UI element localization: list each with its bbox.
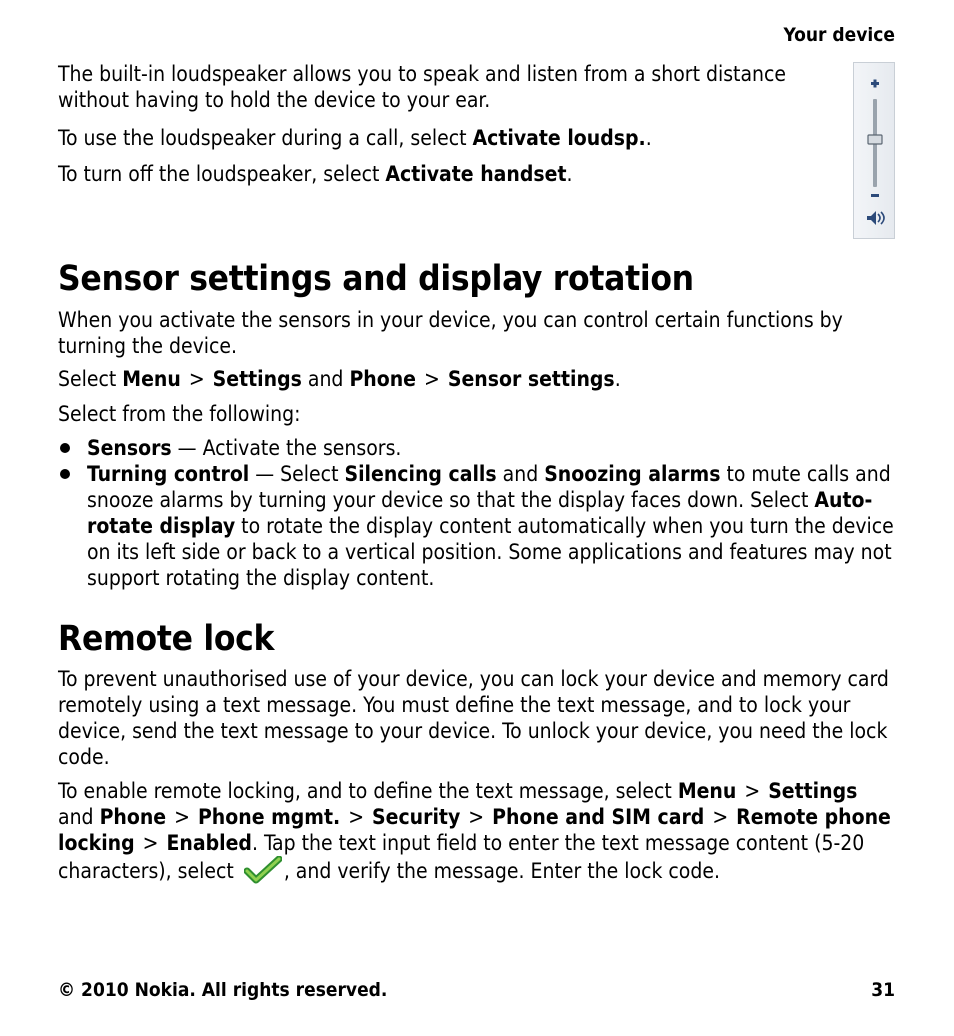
bullet-icon [60, 443, 70, 453]
intro-paragraph-2 [58, 125, 652, 151]
page-number: 31 [871, 979, 895, 1001]
text: — Activate the sensors. [171, 436, 402, 460]
plus-icon [871, 80, 879, 88]
bold-term: Silencing calls [344, 462, 497, 486]
text: to mute calls and snooze alarms by turning your device so that the display faces down. Select [87, 462, 891, 512]
sensor-paragraph-1: When you activate the sensors in your device, you can control certain functions by turning the device. [58, 308, 843, 358]
path-separator: > [744, 779, 761, 803]
text: . Tap the text input field to enter the text message content (5-20 characters), select [58, 831, 865, 883]
bold-term: Phone mgmt. [197, 805, 341, 829]
settings-term: Settings [212, 367, 302, 391]
volume-slider-illustration [853, 62, 895, 239]
path-separator: > [348, 805, 365, 829]
section-heading-sensor: Sensor settings and display rotation [58, 259, 694, 299]
bold-term: Sensors [87, 436, 172, 460]
slider-handle [868, 135, 882, 144]
bold-term: Turning control [87, 462, 250, 486]
text: and [58, 805, 100, 829]
menu-term: Menu [122, 367, 181, 391]
checkmark-icon [244, 856, 282, 884]
running-header: Your device [783, 24, 895, 46]
bold-term: Activate loudsp. [472, 126, 646, 150]
sensor-menu-path [58, 366, 621, 392]
volume-slider-graphic [854, 63, 894, 238]
bold-term: Enabled [166, 831, 252, 855]
bold-term: Settings [768, 779, 858, 803]
intro-paragraph-3 [58, 161, 572, 187]
minus-icon [871, 194, 879, 197]
list-item [58, 461, 898, 591]
text: to rotate the display content automatically when you turn the device on its left side or back to a vertical position. Some applications and features may not support rotating the display content. [87, 514, 894, 590]
sensor-paragraph-3: Select from the following: [58, 402, 301, 426]
path-separator: > [468, 805, 485, 829]
path-separator: > [424, 367, 440, 391]
speaker-icon [867, 211, 884, 225]
remote-paragraph-1: To prevent unauthorised use of your device, you can lock your device and memory card remotely using a text message. You must define the text message, and to lock your device, send the text message to your device. To unlock your device, you need the lock code. [58, 667, 889, 769]
bold-term: Activate handset [385, 162, 567, 186]
intro-paragraph-1: The built-in loudspeaker allows you to speak and listen from a short distance without having to hold the device to your ear. [58, 62, 787, 112]
text: To enable remote locking, and to define the text message, select [58, 779, 678, 803]
copyright-footer: © 2010 Nokia. All rights reserved. [58, 979, 388, 1001]
text: and [496, 462, 545, 486]
bold-term: Remote phone locking [58, 805, 891, 855]
bold-term: Snoozing alarms [544, 462, 721, 486]
text: . [645, 126, 652, 150]
text: To turn off the loudspeaker, select [58, 162, 386, 186]
bold-term: Security [372, 805, 461, 829]
section-heading-remote-lock: Remote lock [58, 619, 275, 659]
list-item [58, 435, 898, 461]
text: and [301, 367, 350, 391]
sensor-options-list [58, 435, 898, 591]
path-separator: > [188, 367, 205, 391]
text: — Select [249, 462, 345, 486]
path-separator: > [174, 805, 190, 829]
path-separator: > [142, 831, 159, 855]
text: To use the loudspeaker during a call, select [58, 126, 473, 150]
bullet-icon [60, 469, 70, 479]
bold-term: Menu [677, 779, 737, 803]
path-separator: > [712, 805, 729, 829]
text: Select [58, 367, 123, 391]
phone-term: Phone [349, 367, 416, 391]
text: , and verify the message. Enter the lock code. [283, 859, 720, 883]
bold-term: Phone and SIM card [492, 805, 705, 829]
bold-term: Auto-rotate display [87, 488, 873, 538]
bold-term: Phone [99, 805, 167, 829]
text: . [614, 367, 621, 391]
sensor-settings-term: Sensor settings [447, 367, 615, 391]
text: . [566, 162, 573, 186]
remote-paragraph-2 [58, 778, 898, 884]
